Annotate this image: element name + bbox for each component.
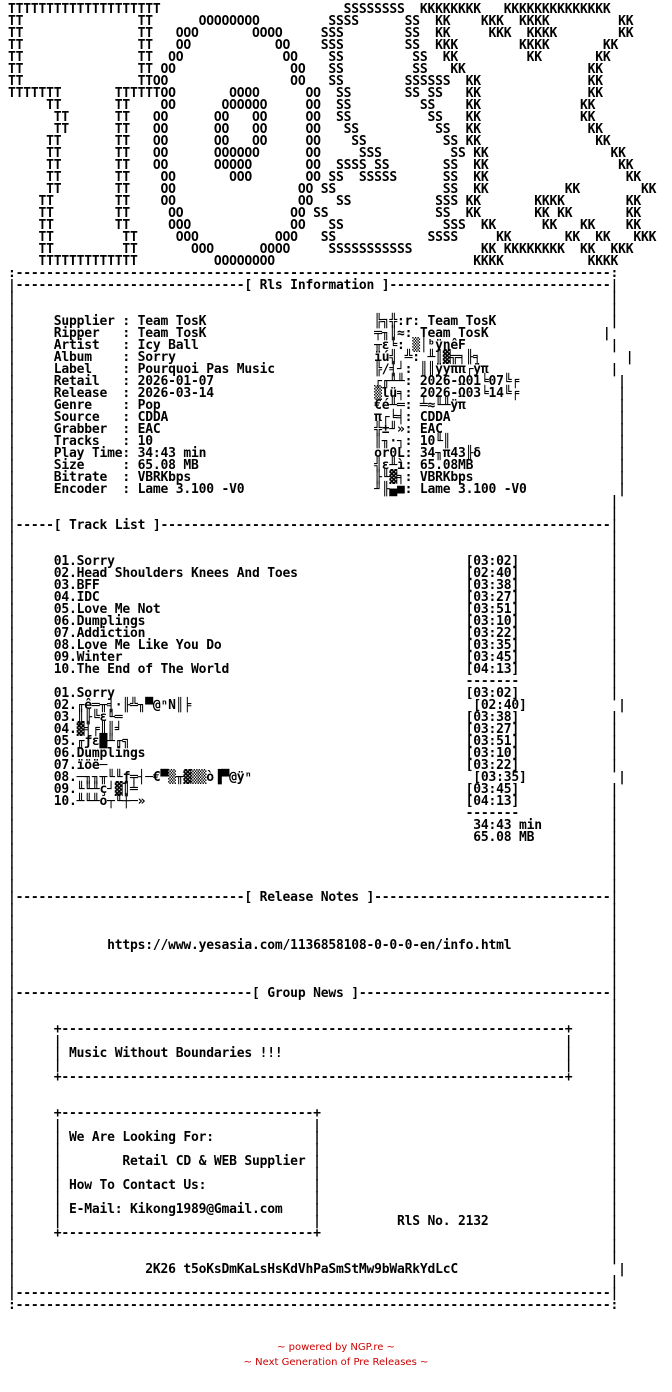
logo-art-line: TT TT OO OOOOO OO SSSS SS SS KK KK: [8, 158, 634, 173]
nfo-line: | 04.▓╡╒║║╛ [03:27] |: [8, 722, 619, 737]
logo-art-line: TT TT OO OO OO OO SS SS KK KK: [8, 134, 611, 149]
nfo-line: |------------------------------[ Rls Information ]-----------------------------|: [8, 278, 619, 293]
nfo-line: | |: [8, 926, 619, 941]
nfo-line: | Genre : Pop €é╨═: ╧≈╙╨ÿπ |: [8, 398, 626, 413]
nfo-line: | |: [8, 1082, 619, 1097]
nfo-line: | |: [8, 290, 619, 305]
logo-art-line: TT TT OO OO SS SS KK KK: [8, 62, 603, 77]
nfo-line: :------------------------------------------------------------------------------:: [8, 266, 619, 281]
nfo-line: | 07.Addiction [03:22] |: [8, 626, 619, 641]
nfo-line: | 02.╓ê═╥╡·╟╩╖▀@ⁿN║╞ [02:40] |: [8, 698, 626, 713]
logo-art-line: TT TT OOO OOOO SSS SS KK KKK KKKK KK: [8, 26, 634, 41]
nfo-line: | |: [8, 998, 619, 1013]
nfo-line: | ------- |: [8, 806, 619, 821]
logo-art-line: TT TT OOO OO SS SSS KK KK KK KK: [8, 218, 642, 233]
nfo-line: | |: [8, 878, 619, 893]
nfo-line: | Ripper : Team TosK ╤╖║≈: Team TosK |: [8, 326, 611, 341]
logo-art-line: TT TT OO OO OO OO SS SS KK KK: [8, 110, 596, 125]
nfo-line: | Artist : Icy Ball ╥ε╘: ▒│ᵇÿnêF |: [8, 338, 619, 353]
nfo-line: | |: [8, 914, 619, 929]
nfo-line: | Release : 2026-03-14 ▒lü╕: 2026-Ω03╘14╚╒ |: [8, 386, 626, 401]
nfo-line: | 34:43 min |: [8, 818, 619, 833]
nfo-line: | Bitrate : VBRKbps ╟╙▓╕: VBRKbps |: [8, 470, 626, 485]
nfo-line: | Label : Pourquoi Pas Music ╠∕╡┘: ║║ÿyππ┌ÿπ |: [8, 362, 619, 377]
logo-art-line: TTTTTTTTTTTTTTTTTTTT SSSSSSSS KKKKKKKK KKKKKKKKKKKKKK: [8, 2, 611, 17]
nfo-line: | 10.The End of The World [04:13] |: [8, 662, 619, 677]
logo-art-line: TT TT OO OO SS SSS KK KKKK KK: [8, 194, 642, 209]
nfo-line: |------------------------------[ Release Notes ]-------------------------------|: [8, 890, 619, 905]
nfo-line: | 09.╙╙╨ç┘▓║╧ [03:45] |: [8, 782, 619, 797]
logo-art-line: TT TT OOO OOO SS SSSS KK KK KK KKK: [8, 230, 657, 245]
logo-art-line: TT TT OOO OOOO SSSSSSSSSSS KK KKKKKKKK KK KKK: [8, 242, 634, 257]
nfo-line: | | We Are Looking For: | |: [8, 1130, 619, 1145]
nfo-line: | https://www.yesasia.com/1136858108-0-0-0-en/info.html |: [8, 938, 619, 953]
nfo-line: | |: [8, 974, 619, 989]
nfo-line: | Supplier : Team TosK ╠╗╬:r: Team TosK |: [8, 314, 619, 329]
nfo-line: | |: [8, 302, 619, 317]
footer: [0, 1340, 672, 1370]
nfo-line: | |: [8, 494, 619, 509]
nfo-line: | 01.Sorry [03:02] |: [8, 554, 619, 569]
nfo-line: | | | |: [8, 1190, 619, 1205]
nfo-line: | |: [8, 530, 619, 545]
nfo-line: | |: [8, 866, 619, 881]
nfo-line: | |: [8, 1250, 619, 1265]
tagline-text: ~ Next Generation of Pre Releases ~: [243, 1357, 429, 1368]
nfo-line: | | Retail CD & WEB Supplier | |: [8, 1154, 619, 1169]
logo-art-line: TT TT OO OO SS SS KK KK KK KK: [8, 206, 642, 221]
nfo-line: | | How To Contact Us: | |: [8, 1178, 619, 1193]
nfo-line: | ------- |: [8, 674, 619, 689]
nfo-line: |-------------------------------[ Group News ]---------------------------------|: [8, 986, 619, 1001]
logo-art-line: TT TT OO OOOOOO OO SS SS KK KK: [8, 98, 596, 113]
nfo-line: | |: [8, 1238, 619, 1253]
nfo-line: | 65.08 MB |: [8, 830, 619, 845]
nfo-line: | 07.ïöë─ [03:22] |: [8, 758, 619, 773]
nfo-line: | |: [8, 950, 619, 965]
nfo-line: | Encoder : Lame 3.100 -V0 ╜╟▄■: Lame 3.100 -V0 |: [8, 482, 626, 497]
logo-art-line: TTTTTTT TTTTTTOO OOOO OO SS SS SS KK KK: [8, 86, 603, 101]
nfo-line: | 06.Dumplings [03:10] |: [8, 614, 619, 629]
nfo-line: |------------------------------------------------------------------------------|: [8, 1286, 619, 1301]
nfo-line: | 05.╓ƒε█╨╓╗ [03:51] |: [8, 734, 619, 749]
nfo-line: | 03.║╟╚ε╙═ [03:38] |: [8, 710, 619, 725]
nfo-line: | | | |: [8, 1142, 619, 1157]
nfo-line: | | | |: [8, 1118, 619, 1133]
nfo-line: | +------------------------------------------------------------------+ |: [8, 1022, 619, 1037]
nfo-line: | Grabber : EAC ╬±╜»: EAC |: [8, 422, 626, 437]
logo-art-line: TT TT OO OOO OO SS SSSSS SS KK KK: [8, 170, 642, 185]
nfo-line: | 05.Love Me Not [03:51] |: [8, 602, 619, 617]
nfo-line: | 2K26 t5oKsDmKaLsHsKdVhPaSmStMw9bWaRkYdLcC |: [8, 1262, 626, 1277]
nfo-line: | Retail : 2026-01-07 ┌╓╨╨: 2026-Ω01╘07╚╒ |: [8, 374, 626, 389]
nfo-line: | 08.Love Me Like You Do [03:35] |: [8, 638, 619, 653]
nfo-line: | |: [8, 1010, 619, 1025]
nfo-line: | 02.Head Shoulders Knees And Toes [02:40] |: [8, 566, 619, 581]
nfo-line: | | | RlS No. 2132 |: [8, 1214, 619, 1229]
logo-art-line: TT TT OO OO SSS SS KKK KKKK KK: [8, 38, 619, 53]
nfo-line: | | | |: [8, 1166, 619, 1181]
nfo-line: | |: [8, 902, 619, 917]
nfo-line: | |: [8, 506, 619, 521]
powered-by-text: ~ powered by NGP.re ~: [277, 1342, 395, 1353]
nfo-line: | |: [8, 842, 619, 857]
logo-art-line: TT TTOO OO SS SSSSSS KK KK: [8, 74, 603, 89]
nfo-line: | Album : Sorry ïú╣ ╩: ╨║▓╦╕╟╕ |: [8, 350, 634, 365]
nfo-line: | +------------------------------------------------------------------+ |: [8, 1070, 619, 1085]
nfo-line: | +---------------------------------+ |: [8, 1226, 619, 1241]
nfo-line: | |: [8, 1274, 619, 1289]
nfo-line: | 01.Sorry [03:02] |: [8, 686, 619, 701]
nfo-line: | 03.BFF [03:38] |: [8, 578, 619, 593]
nfo-line: | +---------------------------------+ |: [8, 1106, 619, 1121]
nfo-line: | Size : 65.08 MB ╣ε╨ì: 65.08MB |: [8, 458, 626, 473]
nfo-line: | Tracks : 10 ║╖·┐: 10╙║ |: [8, 434, 626, 449]
nfo-line: | | | |: [8, 1058, 619, 1073]
nfo-line: | 10.╨╙╨o┬╙┼─» [04:13] |: [8, 794, 619, 809]
logo-art-line: TT TT OOOOOOOO SSSS SS KK KKK KKKK KK: [8, 14, 634, 29]
logo-art-line: TT TT OO OOOOOO OO SSS SS KK KK: [8, 146, 626, 161]
nfo-line: | Source : CDDA π┌╘╡: CDDA |: [8, 410, 626, 425]
nfo-line: | | Music Without Boundaries !!! | |: [8, 1046, 619, 1061]
nfo-text: [8, 4, 656, 1312]
nfo-line: | 09.Winter [03:45] |: [8, 650, 619, 665]
nfo-line: | |: [8, 962, 619, 977]
nfo-line: | 04.IDC [03:27] |: [8, 590, 619, 605]
nfo-line: | |: [8, 1094, 619, 1109]
nfo-line: | 06.Dumplings [03:10] |: [8, 746, 619, 761]
nfo-line: | 08.─╖╖╥╙╙ƒ╤┤─€▀▒╥▓▒▒ò▐▀@ÿⁿ [03:35] |: [8, 770, 626, 785]
nfo-line: :------------------------------------------------------------------------------:: [8, 1298, 619, 1313]
logo-art-line: TT TT OO OO SS SS KK KK KK: [8, 182, 657, 197]
nfo-line: | |: [8, 542, 619, 557]
nfo-line: | |: [8, 854, 619, 869]
nfo-line: | Play Time: 34:43 min or0L: 34╖π43╟δ |: [8, 446, 626, 461]
nfo-line: | | E-Mail: Kikong1989@Gmail.com | |: [8, 1202, 619, 1217]
logo-art-line: TT TT OO OO OO OO SS SS KK KK: [8, 122, 603, 137]
nfo-line: |-----[ Track List ]-----------------------------------------------------------|: [8, 518, 619, 533]
logo-art-line: TT TT OO OO SS SS KK KK KK: [8, 50, 611, 65]
nfo-line: | | | |: [8, 1034, 619, 1049]
logo-art-line: TTTTTTTTTTTTT OOOOOOOO KKKK KKKK: [8, 254, 619, 269]
